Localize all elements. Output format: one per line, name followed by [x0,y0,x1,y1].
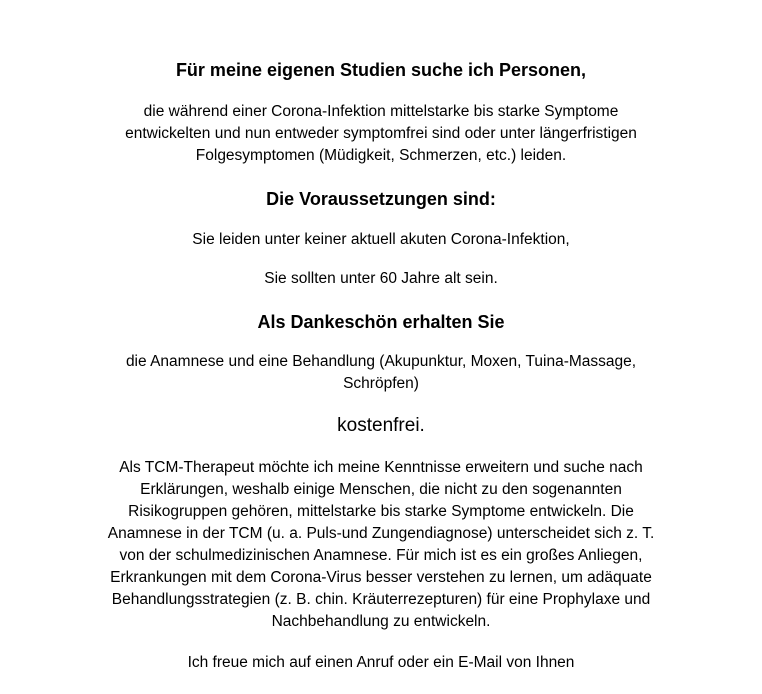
thanks-line-2: Schröpfen) [343,375,419,392]
body-line-5: von der schulmedizinischen Anamnese. Für mich ist es ein großes Anliegen, [119,547,643,564]
requirements-heading: Die Voraussetzungen sind: [266,189,496,209]
body-line-8: Nachbehandlung zu entwickeln. [271,613,491,630]
requirement-1: Sie leiden unter keiner aktuell akuten Corona-Infektion, [192,231,570,248]
body-line-7: Behandlungsstrategien (z. B. chin. Kräuterrezepturen) für eine Prophylaxe und [111,591,651,608]
closing-line: Ich freue mich auf einen Anruf oder ein E-Mail von Ihnen [187,654,575,671]
body-line-2: Erklärungen, weshalb einige Menschen, die nicht zu den sogenannten [140,481,622,498]
body-line-3: Risikogruppen gehören, mittelstarke bis starke Symptome entwickeln. Die [128,503,634,520]
thanks-heading: Als Dankeschön erhalten Sie [257,312,505,332]
intro-line-3: Folgesymptomen (Müdigkeit, Schmerzen, etc.) leiden. [195,147,567,164]
intro-line-2: entwickelten und nun entweder symptomfrei sind oder unter längerfristigen [125,125,637,142]
page-title: Für meine eigenen Studien suche ich Personen, [175,60,587,80]
body-line-1: Als TCM-Therapeut möchte ich meine Kenntnisse erweitern und suche nach [119,459,643,476]
requirement-2: Sie sollten unter 60 Jahre alt sein. [264,270,498,287]
body-line-4: Anamnese in der TCM (u. a. Puls-und Zungendiagnose) unterscheidet sich z. T. [107,525,655,542]
free-text: kostenfrei. [337,415,425,436]
body-line-6: Erkrankungen mit dem Corona-Virus besser verstehen zu lernen, um adäquate [110,569,652,586]
thanks-line-1: die Anamnese und eine Behandlung (Akupunktur, Moxen, Tuina-Massage, [125,353,637,370]
intro-line-1: die während einer Corona-Infektion mittelstarke bis starke Symptome [143,103,619,120]
